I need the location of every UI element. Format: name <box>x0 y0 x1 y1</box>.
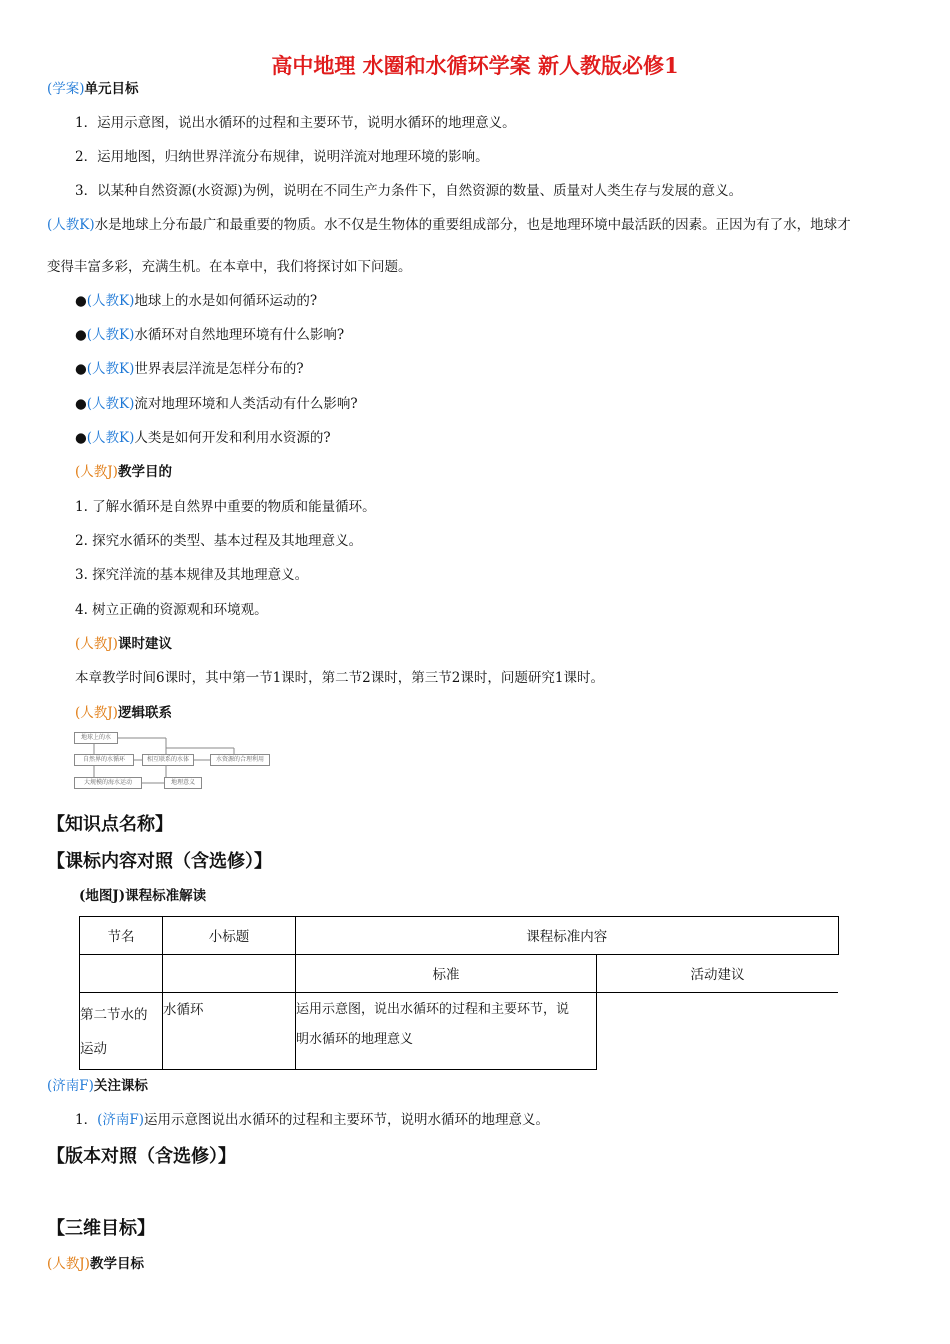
table-cell-empty <box>80 955 163 993</box>
item-text: 运用示意图说出水循环的过程和主要环节，说明水循环的地理意义。 <box>144 1112 549 1128</box>
table-header-standard: 标准 <box>296 955 597 993</box>
section-heading-version: 【版本对照（含选修）】 <box>47 1146 236 1167</box>
logic-heading <box>75 704 172 722</box>
cell-line: 第二节水的 <box>80 1007 148 1023</box>
focus-heading <box>47 1077 148 1095</box>
question-text: 流对地理环境和人类活动有什么影响? <box>134 396 358 412</box>
diagram-node: 自然界的水循环 <box>74 754 134 766</box>
question-item <box>75 429 331 447</box>
curriculum-standard-table <box>79 916 839 1070</box>
unit-goal-item-2: 2．运用地图，归纳世界洋流分布规律，说明洋流对地理环境的影响。 <box>75 149 489 165</box>
table-cell-empty <box>163 955 296 993</box>
teaching-purpose-heading <box>75 463 172 481</box>
unit-goal-item-1: 1．运用示意图，说出水循环的过程和主要环节，说明水循环的地理意义。 <box>75 115 516 131</box>
source-tag: (人教K) <box>86 430 135 446</box>
source-tag: (人教K) <box>86 361 135 377</box>
heading-text: 课时建议 <box>117 636 172 652</box>
teaching-purpose-item-3: 3. 探究洋流的基本规律及其地理意义。 <box>75 567 309 583</box>
cell-line: 运用示意图，说出水循环的过程和主要环节，说 <box>296 1002 570 1017</box>
table-header-activity: 活动建议 <box>597 955 839 993</box>
bullet: ● <box>75 327 87 343</box>
standard-table-heading <box>79 887 206 905</box>
teaching-purpose-item-2: 2. 探究水循环的类型、基本过程及其地理意义。 <box>75 533 363 549</box>
source-tag: (人教J) <box>75 464 118 480</box>
cell-line: 水循环 <box>163 1002 204 1018</box>
source-tag: (学案) <box>47 81 85 97</box>
question-text: 世界表层洋流是怎样分布的? <box>134 361 304 377</box>
bullet: ● <box>75 293 87 309</box>
bullet: ● <box>75 396 87 412</box>
heading-text: 教学目标 <box>89 1256 144 1272</box>
table-cell-standard <box>296 993 597 1070</box>
source-tag: (人教K) <box>86 293 135 309</box>
question-text: 水循环对自然地理环境有什么影响? <box>134 327 345 343</box>
source-tag: (地图J) <box>79 888 126 904</box>
source-tag: (济南F) <box>97 1112 144 1128</box>
table-cell-section <box>80 993 163 1070</box>
unit-goal-heading <box>47 80 139 98</box>
diagram-node: 地球上的水 <box>74 732 118 744</box>
cell-line: 运动 <box>80 1041 107 1057</box>
section-heading-three-dim: 【三维目标】 <box>47 1218 155 1239</box>
heading-text: 课程标准解读 <box>125 888 207 904</box>
heading-text: 关注课标 <box>93 1078 148 1094</box>
question-item <box>75 326 344 344</box>
table-cell-subtitle <box>163 993 296 1070</box>
diagram-node: 大规模的海水运动 <box>74 777 142 789</box>
question-item <box>75 360 304 378</box>
intro-line-2: 变得丰富多彩，充满生机。在本章中，我们将探讨如下问题。 <box>47 259 412 275</box>
section-heading-knowledge: 【知识点名称】 <box>47 814 173 835</box>
source-tag: (人教J) <box>75 705 118 721</box>
diagram-node: 地理意义 <box>164 777 202 789</box>
question-text: 人类是如何开发和利用水资源的? <box>134 430 331 446</box>
teaching-purpose-item-4: 4. 树立正确的资源观和环境观。 <box>75 602 268 618</box>
question-item <box>75 395 358 413</box>
source-tag: (济南F) <box>47 1078 94 1094</box>
table-header-content: 课程标准内容 <box>296 917 839 955</box>
heading-text: 单元目标 <box>84 81 139 97</box>
table-cell-activity <box>597 993 839 1070</box>
source-tag: (人教K) <box>47 217 95 233</box>
heading-text: 逻辑联系 <box>117 705 172 721</box>
question-item <box>75 292 317 310</box>
teaching-purpose-item-1: 1. 了解水循环是自然界中重要的物质和能量循环。 <box>75 499 376 515</box>
intro-line-1 <box>47 216 851 234</box>
intro-text: 水是地球上分布最广和最重要的物质。水不仅是生物体的重要组成部分，也是地理环境中最活跃的因素。正因为有了水，地球才 <box>94 217 851 233</box>
table-header-subtitle: 小标题 <box>163 917 296 955</box>
schedule-heading <box>75 635 172 653</box>
cell-line: 明水循环的地理意义 <box>296 1032 414 1047</box>
table-header-section: 节名 <box>80 917 163 955</box>
unit-goal-item-3: 3．以某种自然资源(水资源)为例，说明在不同生产力条件下，自然资源的数量、质量对人类生存与发展的意义。 <box>75 183 743 199</box>
diagram-node: 相互联系的水体 <box>142 754 194 766</box>
bullet: ● <box>75 361 87 377</box>
heading-text: 教学目的 <box>117 464 172 480</box>
focus-item <box>75 1111 549 1129</box>
bullet: ● <box>75 430 87 446</box>
section-heading-curriculum: 【课标内容对照（含选修）】 <box>47 851 272 872</box>
source-tag: (人教K) <box>86 327 135 343</box>
source-tag: (人教J) <box>47 1256 90 1272</box>
logic-diagram <box>74 732 270 792</box>
question-text: 地球上的水是如何循环运动的? <box>134 293 318 309</box>
schedule-text: 本章教学时间6课时，其中第一节1课时，第二节2课时，第三节2课时，问题研究1课时。 <box>75 670 604 686</box>
source-tag: (人教K) <box>86 396 135 412</box>
page-title: 高中地理 水圈和水循环学案 新人教版必修1 <box>271 53 679 78</box>
three-dim-goal-heading <box>47 1255 144 1273</box>
item-number: 1． <box>75 1112 98 1128</box>
source-tag: (人教J) <box>75 636 118 652</box>
diagram-node: 水资源的合理利用 <box>210 754 270 766</box>
